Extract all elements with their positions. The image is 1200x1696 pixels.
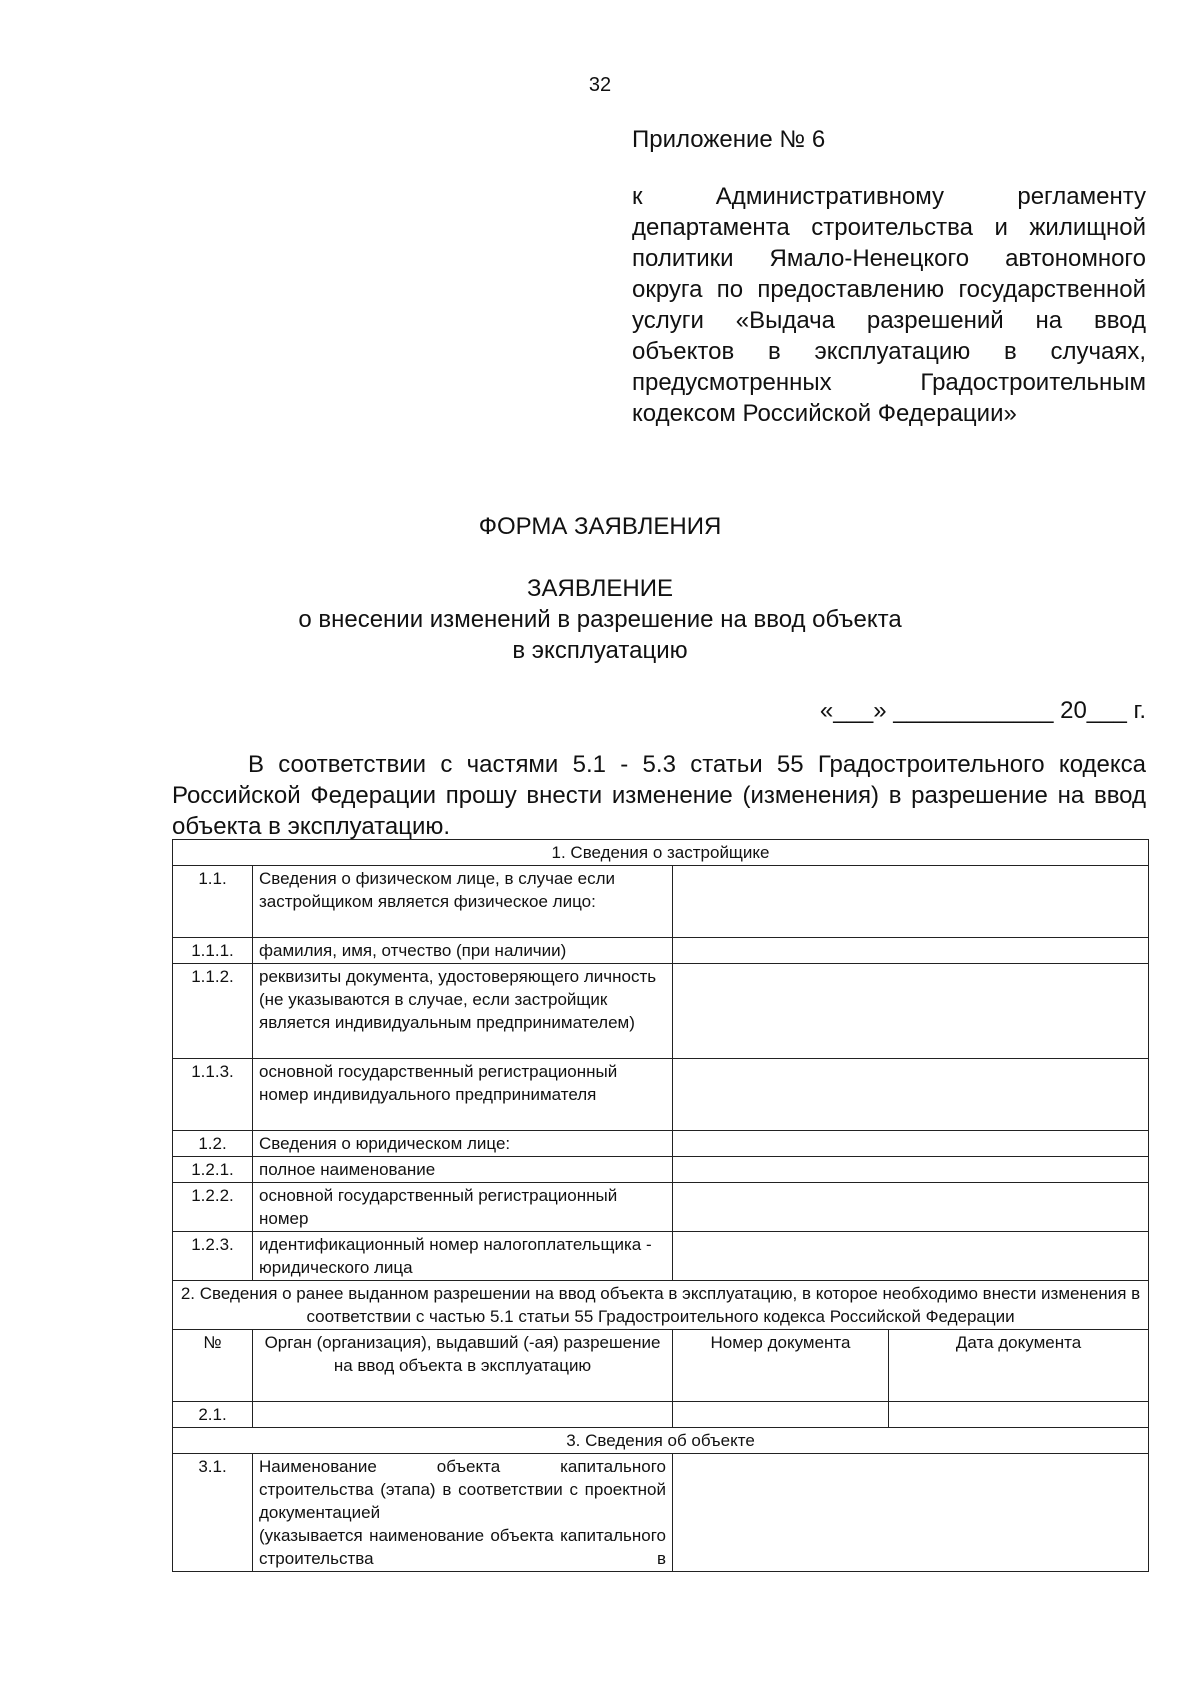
- column-header-number: №: [173, 1330, 253, 1402]
- intro-paragraph: В соответствии с частями 5.1 - 5.3 статьи 55 Градостроительного кодекса Российской Федерации прошу внести изменение (изменения) в разрешение на ввод объекта в эксплуатацию.: [172, 751, 1146, 840]
- section3-title: 3. Сведения об объекте: [173, 1428, 1149, 1454]
- row-label: фамилия, имя, отчество (при наличии): [253, 938, 673, 964]
- table-row: [173, 938, 1149, 964]
- row-value-field[interactable]: [673, 1232, 1149, 1281]
- section-header-row: [173, 1428, 1149, 1454]
- row-label-part2: (указывается наименование объекта капитального строительства в: [259, 1526, 666, 1568]
- row-label: основной государственный регистрационный номер индивидуального предпринимателя: [253, 1059, 673, 1131]
- section2-title: 2. Сведения о ранее выданном разрешении на ввод объекта в эксплуатацию, в которое необходимо внести изменения в соответствии с частью 5.1 статьи 55 Градостроительного кодекса Российской Федерации: [173, 1281, 1149, 1330]
- row-number: 1.2.1.: [173, 1157, 253, 1183]
- row-label: идентификационный номер налогоплательщика - юридического лица: [253, 1232, 673, 1281]
- row-number: 1.2.2.: [173, 1183, 253, 1232]
- document-heading: [0, 573, 1200, 666]
- section1-title: 1. Сведения о застройщике: [173, 840, 1149, 866]
- doc-number-field[interactable]: [673, 1402, 889, 1428]
- organ-field[interactable]: [253, 1402, 673, 1428]
- row-label: [253, 1454, 673, 1572]
- row-number: 2.1.: [173, 1402, 253, 1428]
- form-title: ФОРМА ЗАЯВЛЕНИЯ: [478, 513, 722, 540]
- table-row: [173, 866, 1149, 938]
- table-row: [173, 1157, 1149, 1183]
- date-field[interactable]: «___» ____________ 20___ г.: [819, 697, 1146, 724]
- table-row: [173, 1131, 1149, 1157]
- page-number: 32: [588, 74, 612, 96]
- row-value-field[interactable]: [673, 1157, 1149, 1183]
- row-label: основной государственный регистрационный номер: [253, 1183, 673, 1232]
- document-subtitle-line1: о внесении изменений в разрешение на ввод объекта: [298, 606, 902, 633]
- row-label-part1: Наименование объекта капитального строительства (этапа) в соответствии с проектной документацией: [259, 1457, 666, 1522]
- column-header-doc-date: Дата документа: [889, 1330, 1149, 1402]
- application-table: [172, 839, 1149, 1572]
- table-row: [173, 1183, 1149, 1232]
- table-row: [173, 964, 1149, 1059]
- row-number: 1.2.: [173, 1131, 253, 1157]
- row-value-field[interactable]: [673, 1131, 1149, 1157]
- row-value-field[interactable]: [673, 866, 1149, 938]
- row-number: 1.1.2.: [173, 964, 253, 1059]
- row-label: Сведения о юридическом лице:: [253, 1131, 673, 1157]
- document-subtitle-line2: в эксплуатацию: [512, 637, 688, 664]
- column-header-row: [173, 1330, 1149, 1402]
- row-value-field[interactable]: [673, 1183, 1149, 1232]
- table-row: [173, 1232, 1149, 1281]
- appendix-block: [632, 124, 1146, 429]
- appendix-title: Приложение № 6: [632, 126, 826, 153]
- document-title: ЗАЯВЛЕНИЕ: [527, 575, 673, 602]
- row-value-field[interactable]: [673, 938, 1149, 964]
- row-number: 1.1.3.: [173, 1059, 253, 1131]
- row-value-field[interactable]: [673, 1454, 1149, 1572]
- table-row: [173, 1454, 1149, 1572]
- row-value-field[interactable]: [673, 964, 1149, 1059]
- column-header-doc-number: Номер документа: [673, 1330, 889, 1402]
- row-label: Сведения о физическом лице, в случае если застройщиком является физическое лицо:: [253, 866, 673, 938]
- table-row: [173, 1402, 1149, 1428]
- doc-date-field[interactable]: [889, 1402, 1149, 1428]
- table-row: [173, 1059, 1149, 1131]
- row-number: 1.2.3.: [173, 1232, 253, 1281]
- section-header-row: [173, 1281, 1149, 1330]
- row-label: полное наименование: [253, 1157, 673, 1183]
- row-number: 1.1.1.: [173, 938, 253, 964]
- row-number: 3.1.: [173, 1454, 253, 1572]
- section-header-row: [173, 840, 1149, 866]
- row-number: 1.1.: [173, 866, 253, 938]
- appendix-body: к Административному регламенту департамента строительства и жилищной политики Ямало-Ненецкого автономного округа по предоставлению государственной услуги «Выдача разрешений на ввод объектов в эксплуатацию в случаях, предусмотренных Градостроительным кодексом Российской Федерации»: [632, 183, 1146, 427]
- row-label: реквизиты документа, удостоверяющего личность (не указываются в случае, если застройщик является индивидуальным предпринимателем): [253, 964, 673, 1059]
- column-header-organ: Орган (организация), выдавший (-ая) разрешение на ввод объекта в эксплуатацию: [253, 1330, 673, 1402]
- row-value-field[interactable]: [673, 1059, 1149, 1131]
